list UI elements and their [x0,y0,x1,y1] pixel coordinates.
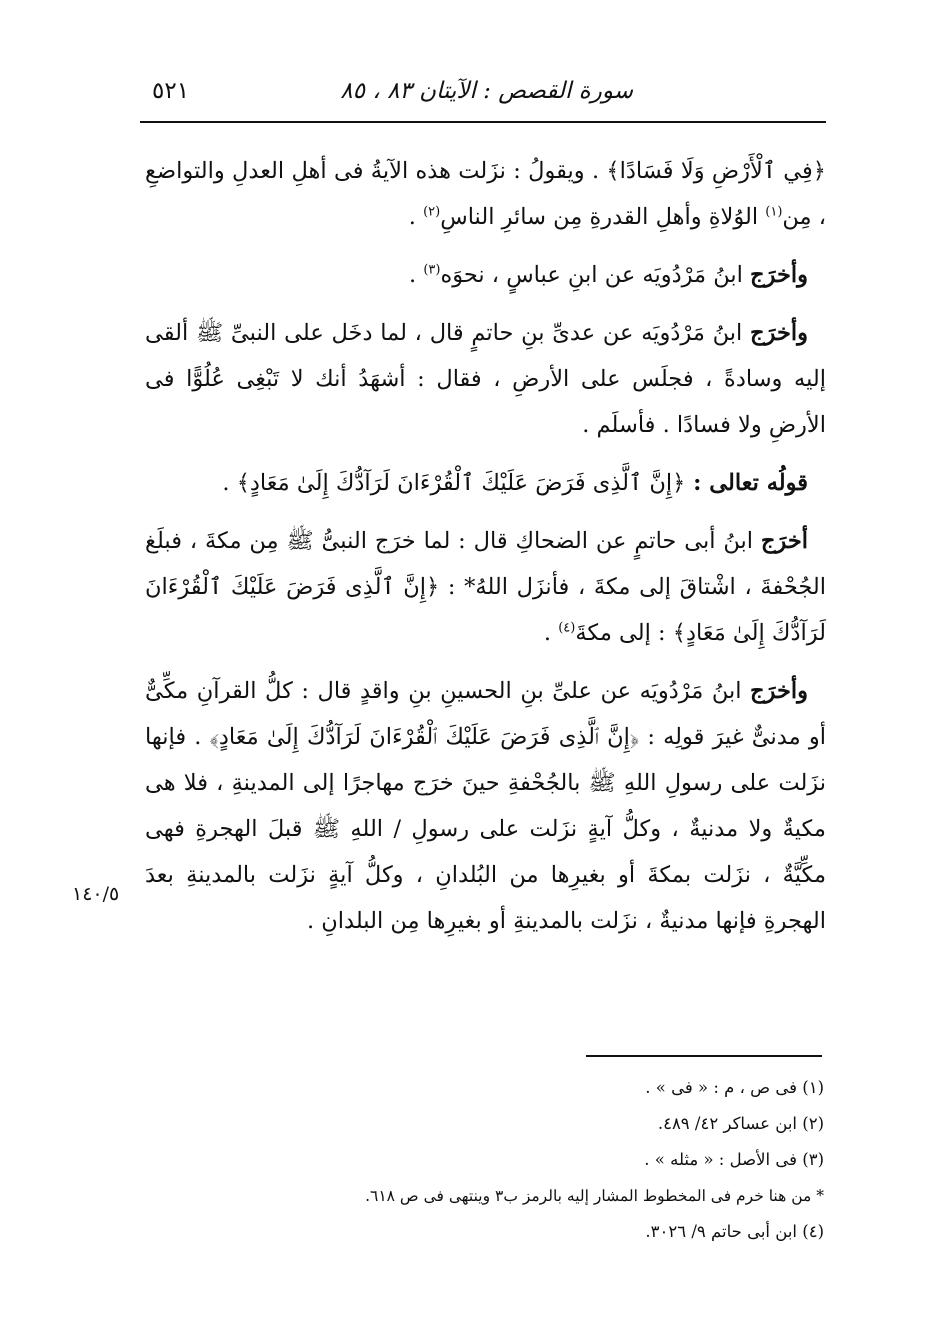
lead-word: وأخرَج [750,678,808,704]
footnote-divider [586,1055,822,1057]
header-divider [140,121,826,123]
body-text [145,148,826,956]
footnote-4: (٤) ابن أبى حاتم ٩/ ٣٠٢٦. [645,1222,824,1241]
footnote-reference[interactable]: (٣) [423,262,441,278]
text-segment: ابنُ مَرْدُويَه عن ابنِ عباسٍ ، نحوَه [440,262,751,288]
text-segment: ﴿فِي ٱلْأَرْضِ وَلَا فَسَادًا﴾ . ويقولُ : نزَلت هذه الآيةُ فى أهلِ العدلِ والتواضعِ ، مِن [145,158,826,230]
footnote-2: (٢) ابن عساكر ٤٢/ ٤٨٩. [657,1114,824,1133]
text-segment: الوُلاةِ وأهلِ القدرةِ مِن سائرِ الناسِ [440,204,766,230]
text-segment: ابنُ مَرْدُويَه عن علىِّ بنِ الحسينِ بنِ واقدٍ قال : كلُّ القرآنِ مكِّىٌّ أو مدنىٌّ غيرَ قولِه : ﴿إِنَّ ٱلَّذِى فَرَضَ عَلَيْكَ ٱلْقُرْءَانَ لَرَآدُّكَ إِلَىٰ مَعَادٍ﴾ . فإنها نزَلت على رسولِ اللهِ ﷺ بالجُحْفةِ حينَ خرَج مهاجرًا إلى المدينةِ ، فلا هى مكيةٌ ولا مدنيةٌ ، وكلُّ آيةٍ نزَلت على رسولِ / اللهِ ﷺ قبلَ الهجرةِ فهى مكِّيَّةٌ ، نزَلت بمكةَ أو بغيرِها من البُلدانِ ، وكلُّ آيةٍ نزَلت بالمدينةِ بعدَ الهجرةِ فإنها مدنيةٌ ، نزَلت بالمدينةِ أو بغيرِها مِن البلدانِ . [145,678,826,934]
paragraph [145,460,826,506]
margin-reference: ١٤٠/٥ [72,883,120,905]
paragraph [145,668,826,944]
footnote-1: (١) فى ص ، م : « فى » . [645,1078,824,1097]
lead-word: أخرَج [760,528,808,554]
lead-word: قولُه تعالى : [685,470,808,496]
footnote-reference[interactable]: (١) [765,204,783,220]
footnotes [200,1070,824,1250]
text-segment: . [408,204,424,230]
paragraph [145,148,826,240]
footnote-3: (٣) فى الأصل : « مثله » . [644,1150,824,1169]
page-header [140,74,823,114]
lead-word: وأخرَج [750,262,808,288]
text-segment: . [543,620,559,646]
footnote-reference[interactable]: (٢) [423,204,441,220]
text-segment: ابنُ أبى حاتمٍ عن الضحاكِ قال : لما خرَج النبىُّ ﷺ مِن مكةَ ، فبلَغ الجُحْفةَ ، اشْتاقَ إلى مكةَ ، فأنزَل اللهُ* : ﴿إِنَّ ٱلَّذِى فَرَضَ عَلَيْكَ ٱلْقُرْءَانَ لَرَآدُّكَ إِلَىٰ مَعَادٍ﴾ : إلى مكةَ [145,528,826,646]
running-title: سورة القصص : الآيتان ٨٣ ، ٨٥ [340,78,633,104]
paragraph [145,310,826,448]
footnote-star: * من هنا خرم فى المخطوط المشار إليه بالرمز ب٣ وينتهى فى ص ٦١٨. [365,1187,824,1205]
page-number: ٥٢١ [152,78,190,104]
text-segment: ﴿إِنَّ ٱلَّذِى فَرَضَ عَلَيْكَ ٱلْقُرْءَانَ لَرَآدُّكَ إِلَىٰ مَعَادٍ﴾ . [222,470,686,496]
lead-word: وأخرَج [750,320,808,346]
text-segment: ابنُ مَرْدُويَه عن عدىِّ بنِ حاتمٍ قال ، لما دخَل على النبىِّ ﷺ ألقى إليه وسادةً ، فجلَس على الأرضِ ، فقال : أشهَدُ أنك لا تَبْغِى عُلُوًّا فى الأرضِ ولا فسادًا . فأسلَم . [145,320,826,438]
footnote-reference[interactable]: (٤) [558,620,576,636]
paragraph [145,518,826,656]
text-segment: . [409,262,424,288]
paragraph [145,252,826,298]
